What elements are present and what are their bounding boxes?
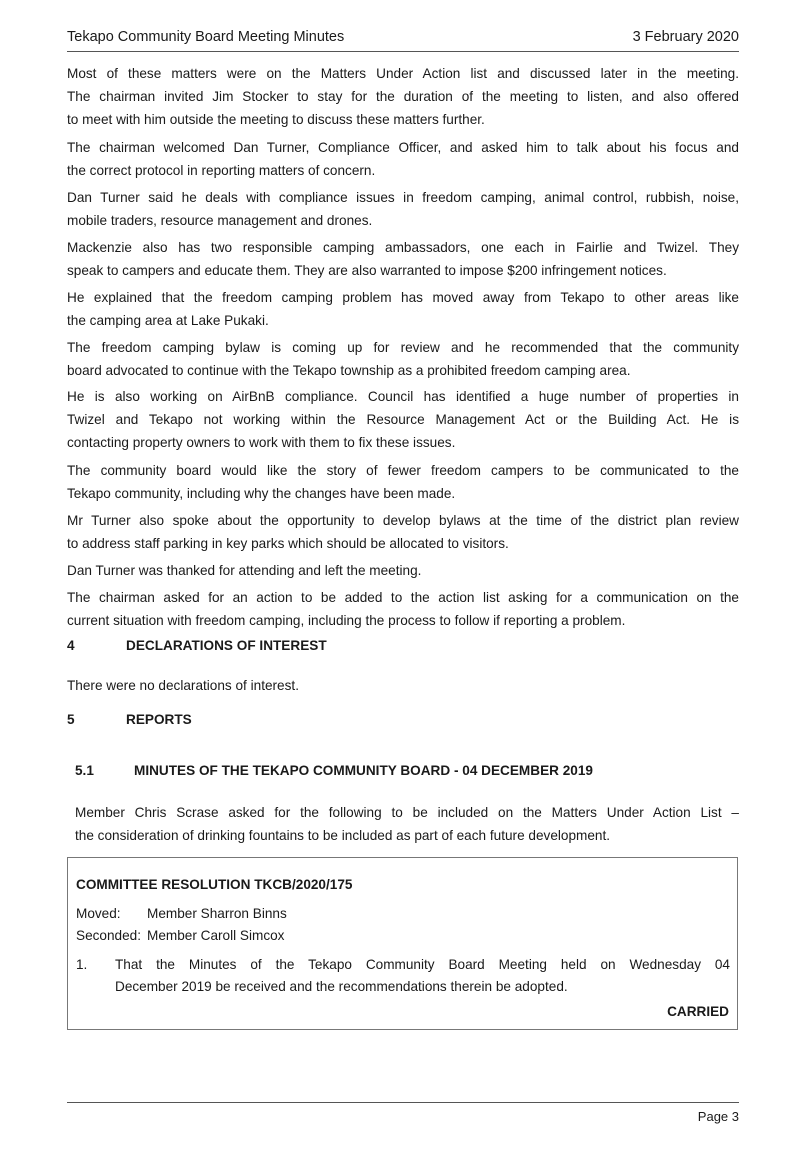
paragraph (67, 236, 739, 282)
paragraph (67, 186, 739, 232)
text-line: He is also working on AirBnB compliance. Council has identified a huge number of properties in (67, 389, 739, 404)
item-number: 1. (76, 957, 88, 972)
text-line: mobile traders, resource management and drones. (67, 213, 373, 228)
paragraph (67, 509, 739, 555)
text-line: the correct protocol in reporting matters of concern. (67, 163, 376, 178)
text-line: current situation with freedom camping, including the process to follow if reporting a problem. (67, 613, 626, 628)
paragraph (67, 586, 739, 632)
text-line: Mr Turner also spoke about the opportunity to develop bylaws at the time of the district plan review (67, 513, 739, 528)
document-title: Tekapo Community Board Meeting Minutes (67, 29, 345, 45)
paragraph (67, 459, 739, 505)
section-5-1-heading: MINUTES OF THE TEKAPO COMMUNITY BOARD - 04 DECEMBER 2019 (134, 763, 593, 778)
text-line: Most of these matters were on the Matters Under Action list and discussed later in the meeting. (67, 66, 739, 81)
text-line: Dan Turner was thanked for attending and left the meeting. (67, 563, 422, 578)
paragraph (67, 559, 739, 582)
seconded-label: Seconded: (76, 928, 142, 943)
section-4-heading: DECLARATIONS OF INTEREST (126, 638, 327, 653)
moved-label: Moved: (76, 906, 121, 921)
committee-resolution-box (67, 857, 738, 1030)
text-line: speak to campers and educate them. They are also warranted to impose $200 infringement notices. (67, 263, 667, 278)
text-line: board advocated to continue with the Tekapo township as a prohibited freedom camping area. (67, 363, 631, 378)
paragraph (67, 286, 739, 332)
carried-status: CARRIED (667, 1004, 729, 1019)
text-line: Mackenzie also has two responsible camping ambassadors, one each in Fairlie and Twizel. They (67, 240, 739, 255)
text-line: the consideration of drinking fountains to be included as part of each future development. (75, 828, 611, 843)
header-rule (67, 51, 739, 52)
text-line: Tekapo community, including why the changes have been made. (67, 486, 456, 501)
resolution-title: COMMITTEE RESOLUTION TKCB/2020/175 (76, 877, 353, 892)
text-line: the camping area at Lake Pukaki. (67, 313, 269, 328)
text-line: That the Minutes of the Tekapo Community Board Meeting held on Wednesday 04 (115, 957, 730, 972)
moved-by: Member Sharron Binns (147, 906, 287, 921)
page-number: Page 3 (697, 1109, 739, 1124)
text-line: to meet with him outside the meeting to discuss these matters further. (67, 112, 485, 127)
section-4-number: 4 (67, 638, 75, 653)
paragraph (67, 136, 739, 182)
text-line: Member Chris Scrase asked for the following to be included on the Matters Under Action List – (75, 805, 739, 820)
text-line: The chairman asked for an action to be added to the action list asking for a communication on the (67, 590, 739, 605)
text-line: Dan Turner said he deals with compliance issues in freedom camping, animal control, rubbish, noise, (67, 190, 739, 205)
section-4-text: There were no declarations of interest. (67, 678, 299, 693)
paragraph (67, 385, 739, 454)
section-5-heading: REPORTS (126, 712, 192, 727)
text-line: Twizel and Tekapo not working within the Resource Management Act or the Building Act. He is (67, 412, 739, 427)
text-line: He explained that the freedom camping problem has moved away from Tekapo to other areas like (67, 290, 739, 305)
section-5-1-text (75, 801, 739, 847)
text-line: The chairman welcomed Dan Turner, Compliance Officer, and asked him to talk about his focus and (67, 140, 739, 155)
text-line: December 2019 be received and the recommendations therein be adopted. (115, 979, 568, 994)
footer-rule (67, 1102, 739, 1103)
resolution-item (115, 954, 730, 998)
text-line: The chairman invited Jim Stocker to stay for the duration of the meeting to listen, and also offered (67, 89, 739, 104)
section-5-number: 5 (67, 712, 75, 727)
seconded-by: Member Caroll Simcox (147, 928, 285, 943)
meeting-date: 3 February 2020 (632, 29, 739, 45)
text-line: to address staff parking in key parks which should be allocated to visitors. (67, 536, 509, 551)
text-line: contacting property owners to work with them to fix these issues. (67, 435, 456, 450)
paragraph (67, 336, 739, 382)
text-line: The community board would like the story of fewer freedom campers to be communicated to the (67, 463, 739, 478)
text-line: The freedom camping bylaw is coming up for review and he recommended that the community (67, 340, 739, 355)
section-5-1-number: 5.1 (75, 763, 94, 778)
paragraph (67, 62, 739, 131)
